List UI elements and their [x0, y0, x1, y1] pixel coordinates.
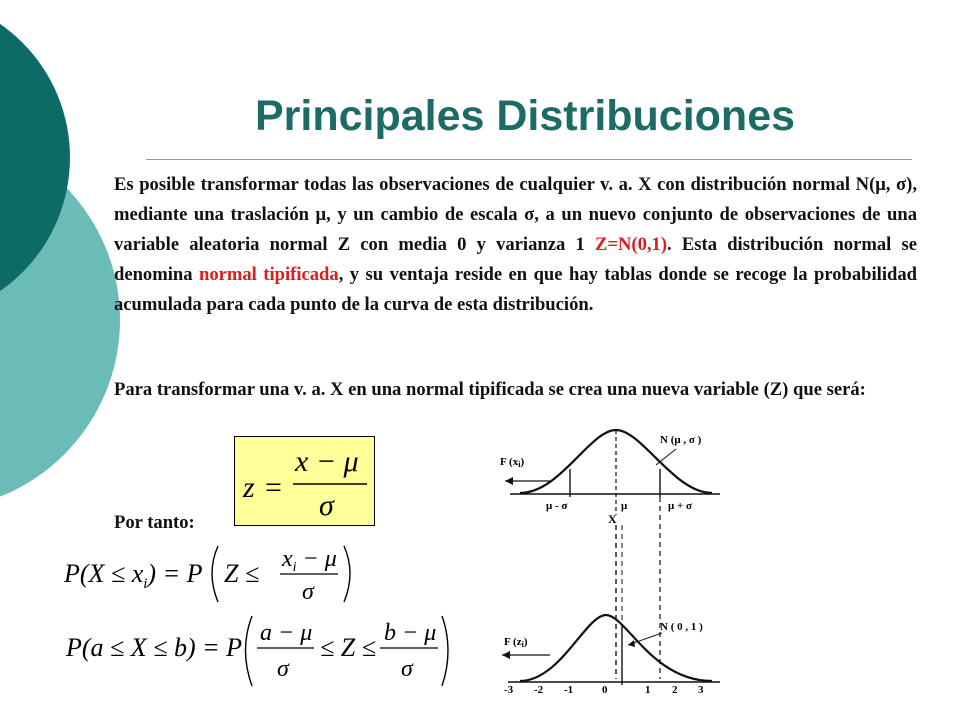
formula2-middle: ≤ Z ≤: [320, 633, 376, 662]
formula2-numerator-a: a − μ: [260, 620, 313, 646]
formula1-denominator: σ: [302, 579, 314, 605]
top-tick-minus-sigma: μ - σ: [546, 500, 568, 512]
formula1-right-paren: [344, 546, 350, 602]
bottom-tick: 2: [672, 684, 678, 696]
bottom-N-label: N ( 0 , 1 ): [660, 621, 703, 633]
intro-text-1: Es posible transformar todas las observaciones de cualquier v. a. X con distribución normal N(μ, σ), mediante una traslación μ, y un cambio de escala σ, a un nuevo conjunto de observaciones de una variable aleatoria normal Z con media 0 y varianza 1: [114, 174, 917, 255]
bottom-F-arrowhead: [502, 651, 510, 659]
top-tick-plus-sigma: μ + σ: [668, 500, 692, 512]
formula1-left-paren: [212, 546, 218, 602]
z-formula-eq: =: [265, 471, 282, 504]
z-formula: [235, 437, 374, 525]
formula1-lhs: $P(X \le x_i) = P$: [64, 559, 203, 592]
top-N-pointer: [656, 449, 676, 465]
bottom-tick: 3: [698, 684, 704, 696]
slide-title: Principales Distribuciones: [254, 92, 796, 140]
probability-formula-1: [60, 540, 360, 606]
formula2-right-paren: [442, 616, 448, 686]
z-formula-box: [234, 436, 375, 526]
probability-formula-2: [64, 610, 454, 690]
top-F-arrowhead: [505, 477, 513, 485]
normal-distribution-figure: [480, 425, 770, 715]
formula2-left-paren: [246, 616, 253, 686]
bottom-tick: -2: [534, 684, 544, 696]
intro-paragraph: [114, 170, 917, 320]
z-formula-lhs: z: [243, 471, 255, 504]
formula2-lhs: P(a ≤ X ≤ b) = P: [66, 633, 243, 662]
top-tick-mu: μ: [621, 500, 628, 512]
highlight-standard-normal: Z=N(0,1): [594, 234, 668, 255]
bottom-tick: 1: [645, 684, 651, 696]
bottom-tick: -1: [564, 684, 574, 696]
formula2-numerator-b: b − μ: [384, 620, 437, 646]
bottom-F-label: F (zi): [504, 636, 528, 649]
top-F-label: F (xi): [500, 456, 525, 469]
top-N-label: N (μ , σ ): [660, 434, 702, 446]
intro-text-2: . Esta distribución normal se denomina: [114, 234, 917, 285]
z-formula-numerator: x − μ: [295, 445, 359, 478]
formula2-denominator-b: σ: [401, 656, 413, 682]
formula2-denominator-a: σ: [277, 656, 289, 682]
transform-paragraph: Para transformar una v. a. X en una normal tipificada se crea una nueva variable (Z) que será:: [114, 379, 866, 400]
title-divider: [146, 159, 912, 160]
intro-text-3: , y su ventaja reside en que hay tablas donde se recoge la probabilidad acumulada para cada punto de la curva de esta distribución.: [114, 264, 917, 315]
bottom-tick: 0: [602, 684, 608, 696]
highlight-normal-tipificada: normal tipificada: [198, 264, 339, 285]
z-formula-denominator: σ: [319, 489, 334, 522]
por-tanto-label: Por tanto:: [114, 512, 195, 533]
bottom-ticks: [504, 684, 704, 696]
formula1-numerator: $x_i - \mu$: [282, 546, 337, 575]
formula1-z-part: Z ≤: [224, 559, 260, 588]
axis-x-label: X: [608, 512, 617, 526]
bottom-tick: -3: [504, 684, 514, 696]
